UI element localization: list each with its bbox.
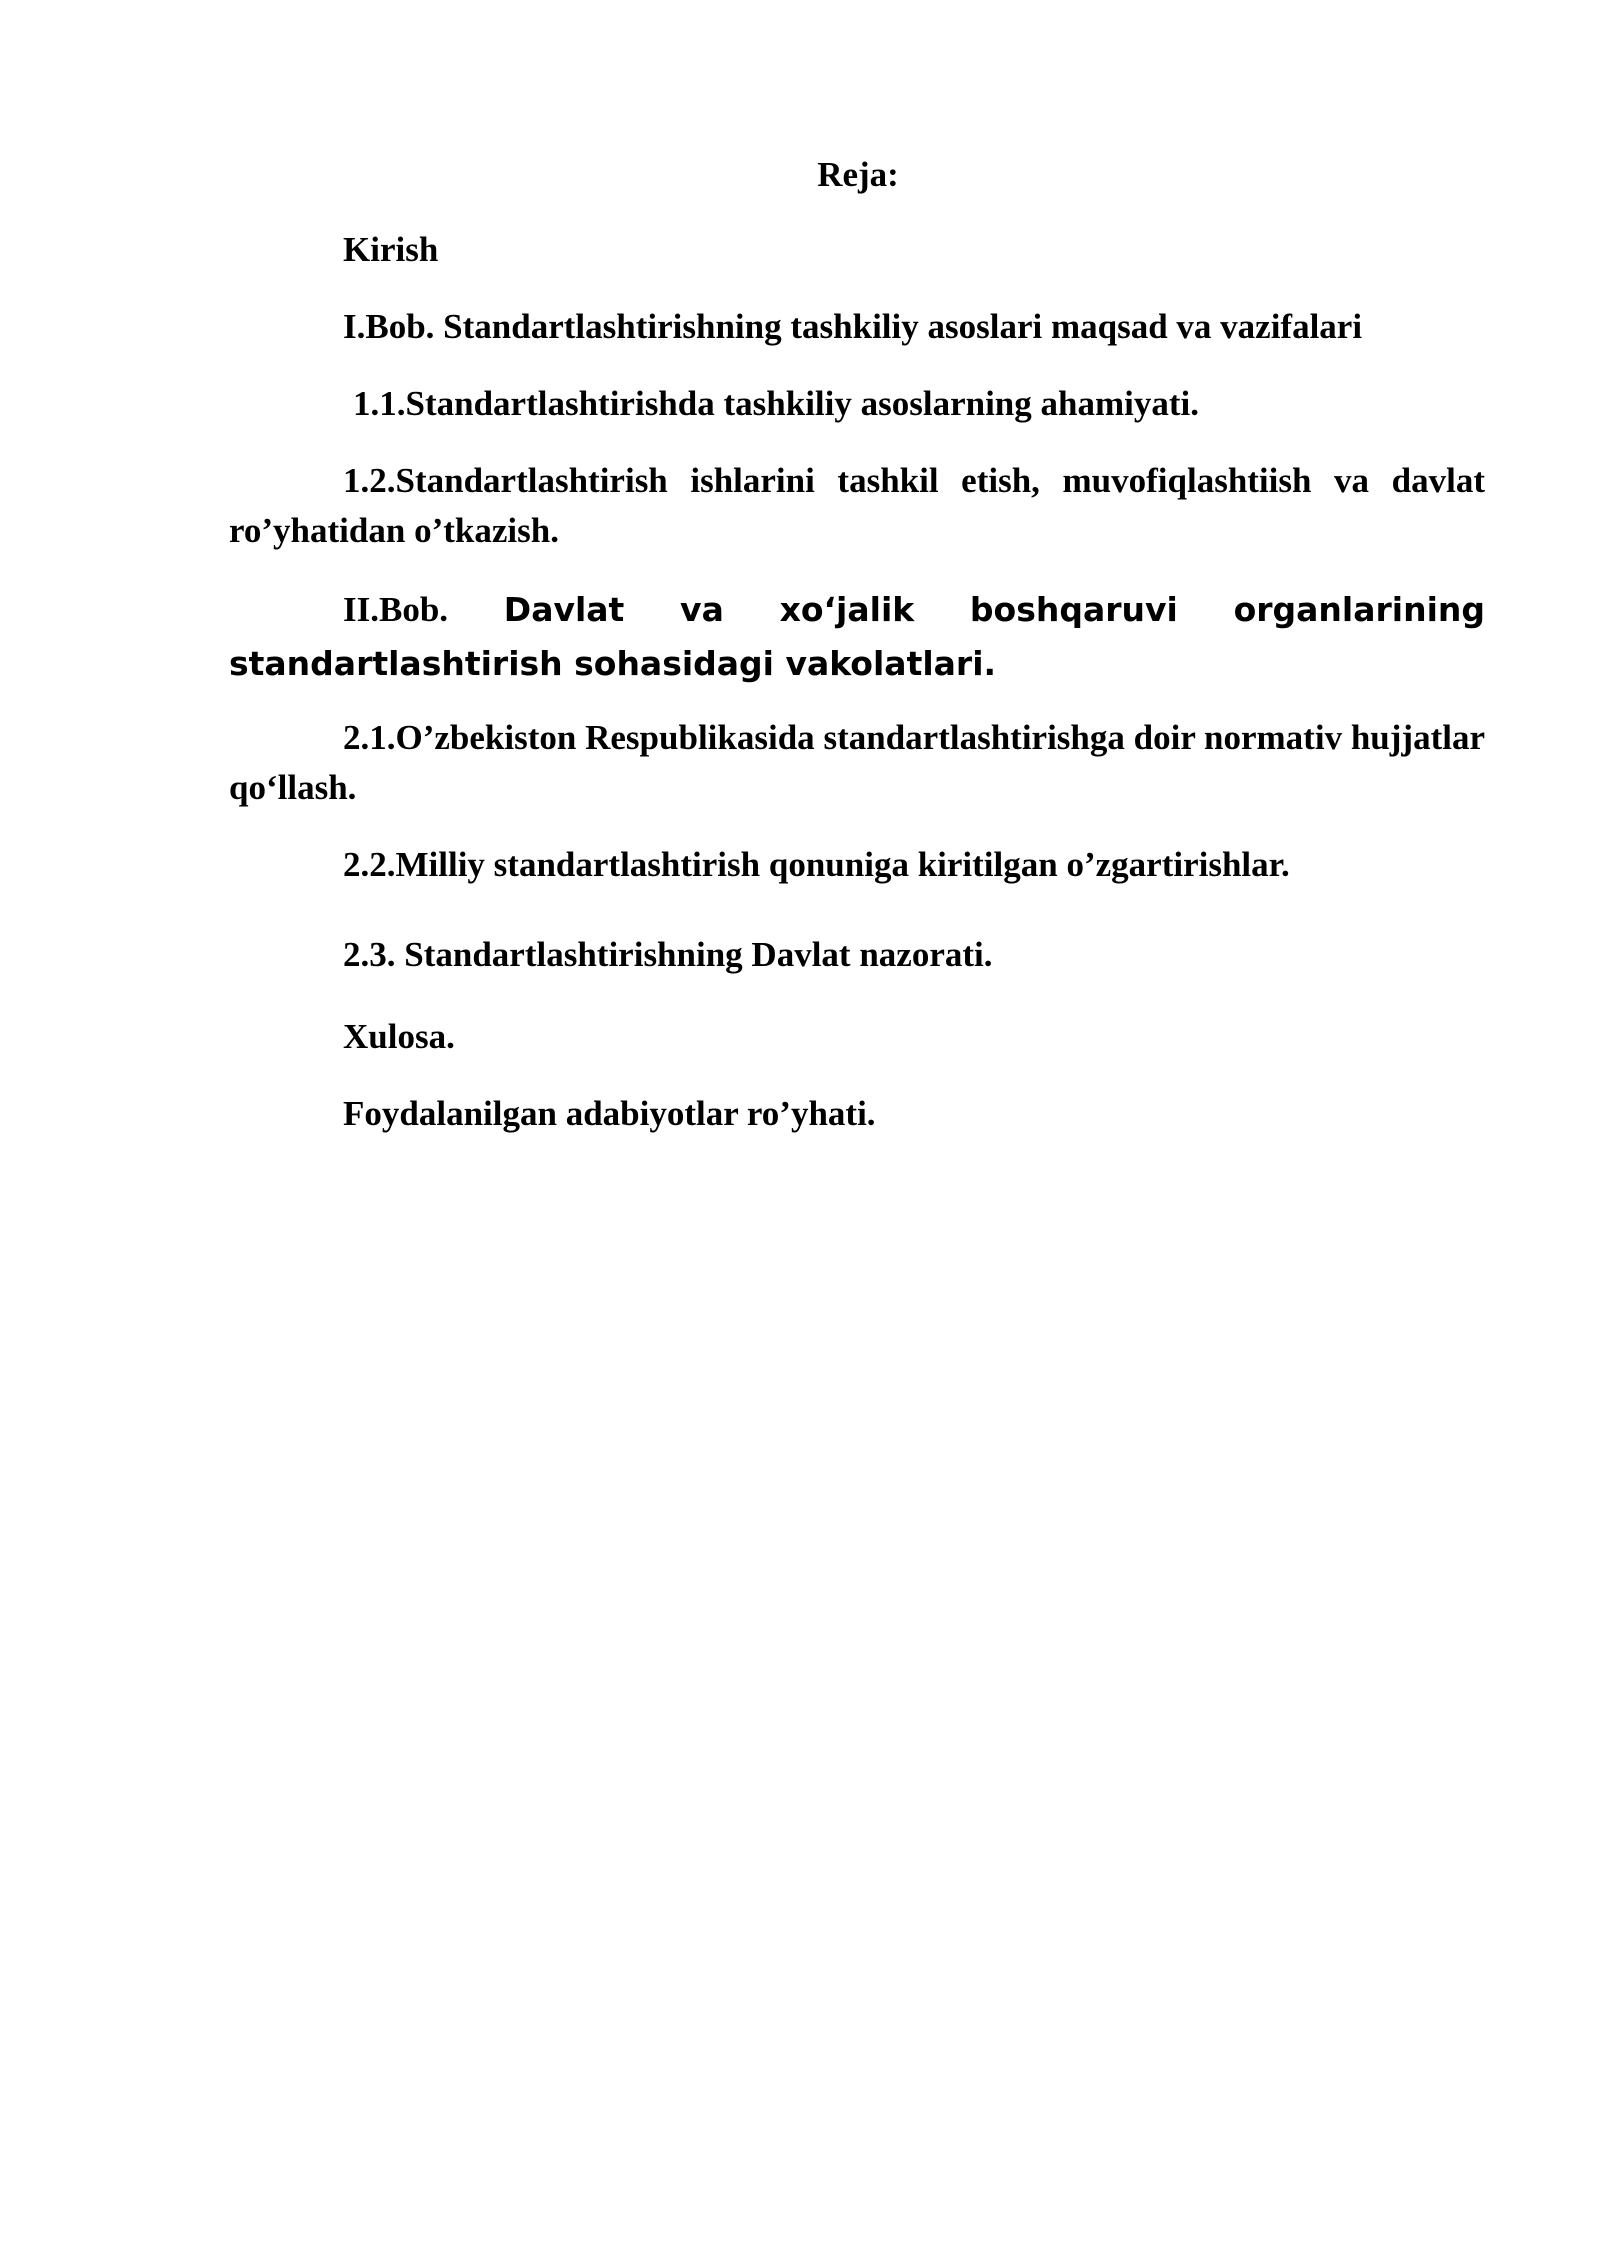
page-title: Reja: bbox=[817, 155, 899, 194]
toc-entry-conclusion: Xulosa. bbox=[343, 1017, 455, 1056]
toc-entry-chapter-2 bbox=[229, 583, 1485, 691]
plan-content bbox=[229, 150, 1485, 1166]
toc-entry-1-2: 1.2.Standartlashtirish ishlarini tashkil etish, muvofiqlashtiish va davlat ro’yhatidan o’tkazish. bbox=[229, 461, 1485, 550]
chapter-2-label: II.Bob. bbox=[343, 590, 449, 629]
toc-entry-2-3: 2.3. Standartlashtirishning Davlat nazorati. bbox=[343, 935, 993, 974]
toc-entry-2-2: 2.2.Milliy standartlashtirish qonuniga kiritilgan o’zgartirishlar. bbox=[343, 845, 1290, 884]
toc-entry-2-1: 2.1.O’zbekiston Respublikasida standartlashtirishga doir normativ hujjatlar qo‘llash. bbox=[229, 718, 1485, 807]
toc-entry-1-1: 1.1.Standartlashtirishda tashkiliy asoslarning ahamiyati. bbox=[353, 384, 1199, 423]
toc-entry-references: Foydalanilgan adabiyotlar ro’yhati. bbox=[343, 1094, 876, 1133]
toc-entry-chapter-1: I.Bob. Standartlashtirishning tashkiliy asoslari maqsad va vazifalari bbox=[343, 307, 1363, 346]
chapter-2-title: Davlat va xo‘jalik boshqaruvi organlarining standartlashtirish sohasidagi vakolatlari. bbox=[229, 590, 1485, 683]
toc-entry-intro: Kirish bbox=[343, 230, 439, 269]
